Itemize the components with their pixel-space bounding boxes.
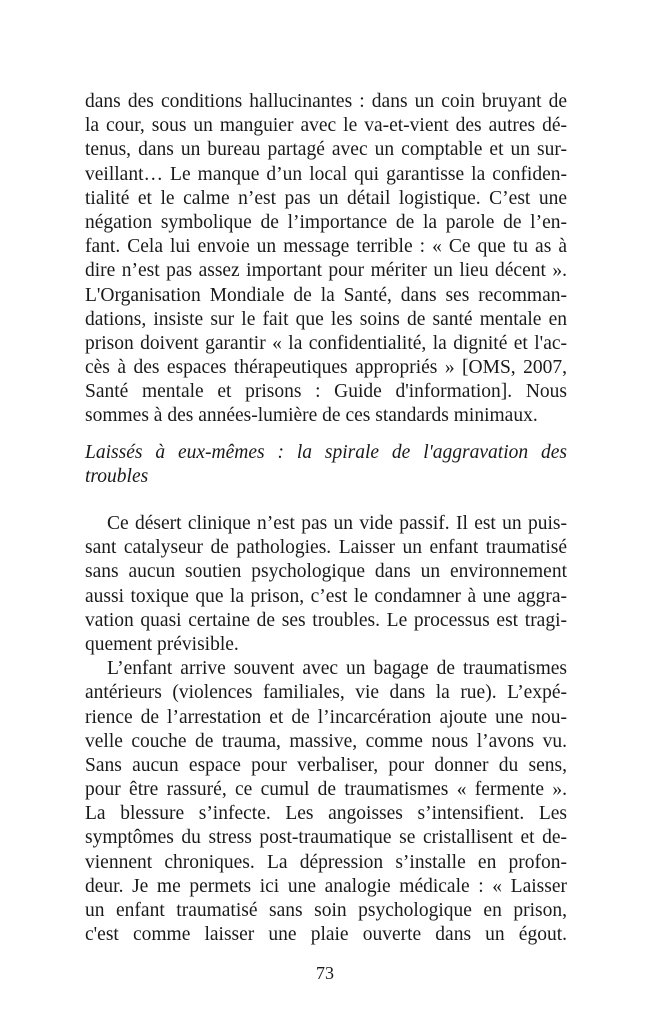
text-line: cès à des espaces thérapeutiques appropriés » [OMS, 2007, (85, 357, 567, 379)
paragraph-3 (85, 657, 567, 947)
text-line: sant catalyseur de pathologies. Laisser un enfant traumatisé (85, 537, 567, 559)
paragraph-1 (85, 90, 567, 429)
text-line: dans des conditions hallucinantes : dans un coin bruyant de (85, 91, 567, 112)
text-line: Santé mentale et prisons : Guide d'information]. Nous (85, 381, 567, 403)
text-line: symptômes du stress post-traumatique se cristallisent et de- (85, 827, 567, 849)
text-line: vation quasi certaine de ses troubles. Le processus est tragi- (85, 609, 567, 631)
text-line: un enfant traumatisé sans soin psychologique en prison, (85, 900, 567, 921)
text-line: antérieurs (violences familiales, vie dans la rue). L’expé- (85, 682, 567, 704)
text-line: aussi toxique que la prison, c’est le condamner à une aggra- (85, 585, 567, 607)
text-line: tenus, dans un bureau partagé avec un comptable et un sur- (85, 139, 567, 161)
text-line: c'est comme laisser une plaie ouverte dans un égout. (85, 924, 567, 946)
text-line: Ce désert clinique n’est pas un vide passif. Il est un puis- (107, 513, 567, 534)
text-line: dations, insiste sur le fait que les soins de santé mentale en (85, 308, 567, 330)
text-line: L'Organisation Mondiale de la Santé, dans ses recomman- (85, 284, 567, 306)
text-line: pour être rassuré, ce cumul de traumatismes « fermente ». (85, 779, 567, 801)
paragraph-2 (85, 512, 567, 657)
book-page-body (85, 90, 567, 947)
text-line: rience de l’arrestation et de l’incarcération ajoute une nou- (85, 706, 567, 728)
text-line: L’enfant arrive souvent avec un bagage de traumatismes (107, 658, 567, 680)
text-line: sommes à des années-lumière de ces standards minimaux. (85, 405, 538, 427)
text-line: viennent chroniques. La dépression s’installe en profon- (85, 851, 567, 873)
text-line: prison doivent garantir « la confidentialité, la dignité et l'ac- (85, 332, 567, 354)
page-number: 73 (316, 963, 334, 983)
text-line: fant. Cela lui envoie un message terrible : « Ce que tu as à (85, 236, 567, 258)
text-line: tialité et le calme n’est pas un détail logistique. C’est une (85, 187, 567, 209)
text-line: dire n’est pas assez important pour mériter un lieu décent ». (85, 260, 567, 282)
text-line: sans aucun soutien psychologique dans un environnement (85, 561, 567, 583)
text-line: velle couche de trauma, massive, comme nous l’avons vu. (85, 730, 567, 752)
heading-line: troubles (85, 465, 149, 487)
text-line: quement prévisible. (85, 633, 239, 655)
text-line: négation symbolique de l’importance de la parole de l’en- (85, 211, 567, 233)
heading-line: Laissés à eux-mêmes : la spirale de l'aggravation des (85, 441, 567, 463)
text-line: La blessure s’infecte. Les angoisses s’intensifient. Les (85, 803, 567, 825)
text-line: deur. Je me permets ici une analogie médicale : « Laisser (85, 875, 567, 897)
text-line: la cour, sous un manguier avec le va-et-vient des autres dé- (85, 115, 567, 137)
section-heading (85, 441, 567, 489)
text-line: veillant… Le manque d’un local qui garantisse la confiden- (85, 163, 567, 185)
text-line: Sans aucun espace pour verbaliser, pour donner du sens, (85, 754, 567, 776)
